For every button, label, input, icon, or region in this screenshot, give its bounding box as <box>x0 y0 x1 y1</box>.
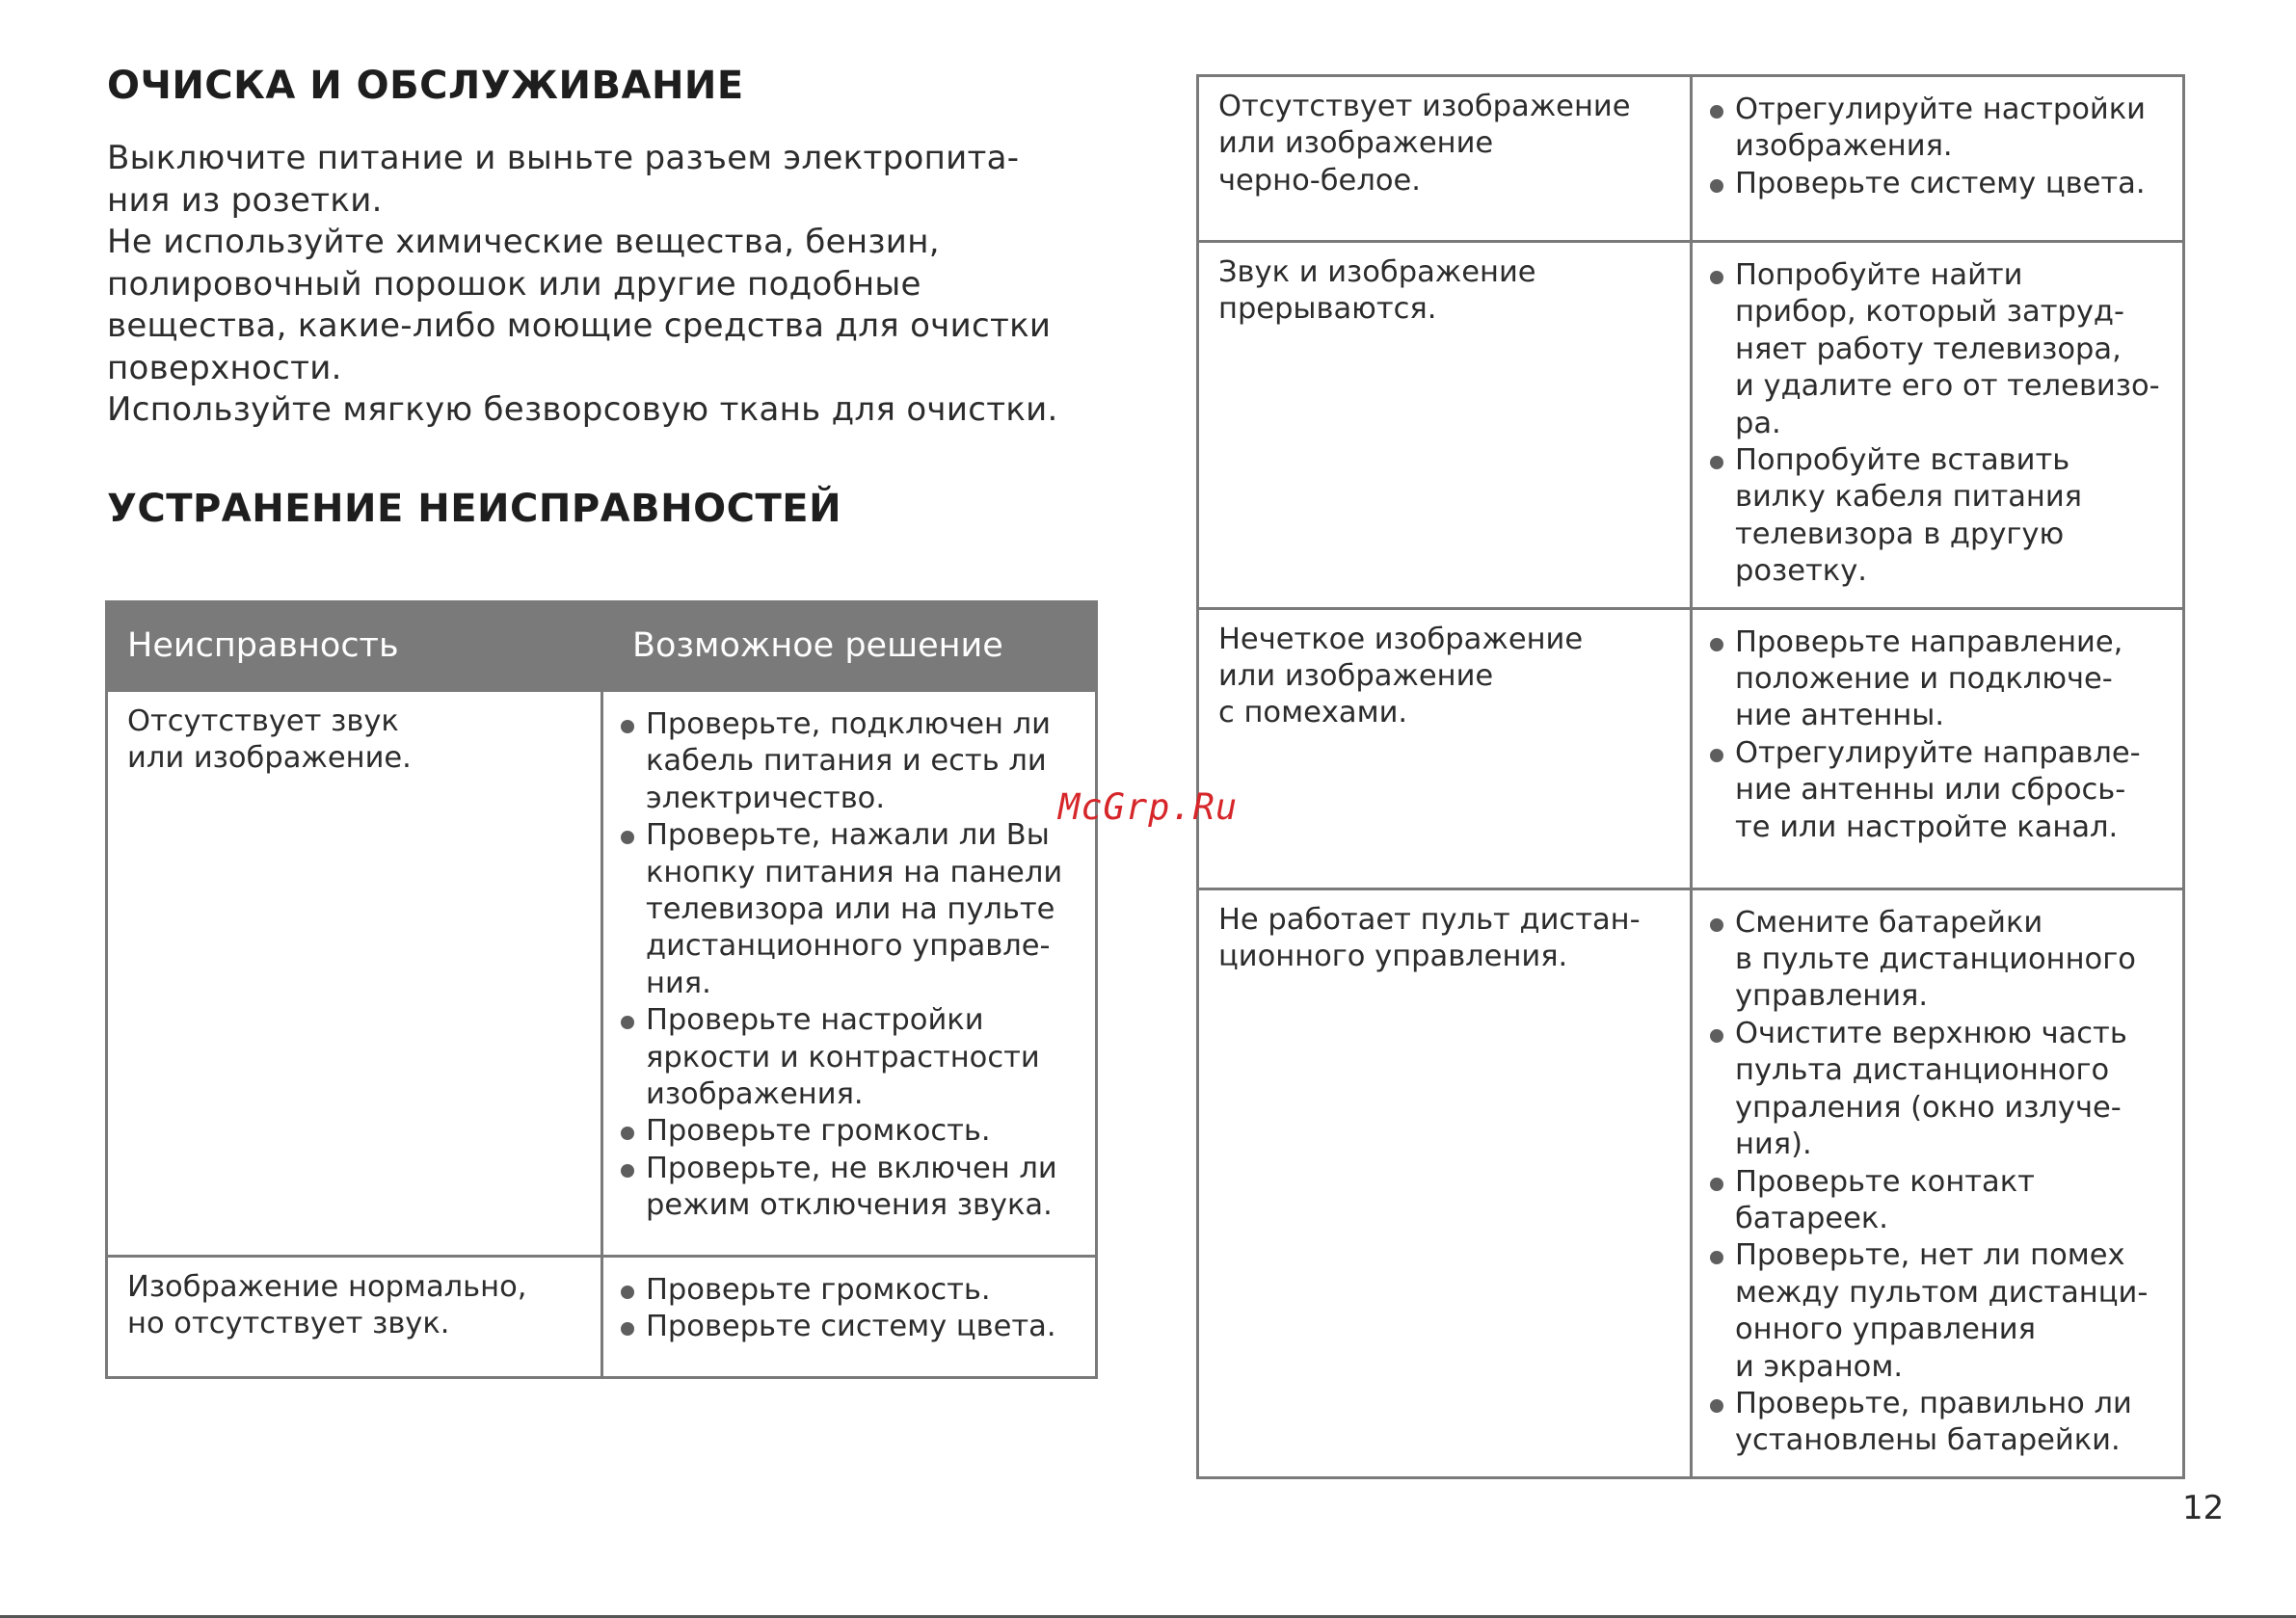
solution-text-line: Попробуйте вставить <box>1735 443 2070 478</box>
solution-cell <box>602 1257 1097 1378</box>
intro-line: Выключите питание и выньте разъем электропита- <box>107 139 1020 177</box>
solution-text-line: яркости и контрастности <box>646 1040 1040 1074</box>
solution-text-line: ние антенны. <box>1735 699 1945 733</box>
problem-cell <box>107 691 602 1257</box>
solution-cell <box>1692 889 2184 1477</box>
solution-text-line: кнопку питания на панели <box>646 855 1063 889</box>
solution-list <box>1694 611 2181 862</box>
solution-text-line: Смените батарейки <box>1735 905 2043 940</box>
solution-cell <box>602 691 1097 1257</box>
page-number: 12 <box>2182 1489 2225 1527</box>
solution-text-line: управления. <box>1735 979 1929 1014</box>
solution-item <box>1707 257 2172 442</box>
solution-item <box>1707 735 2172 846</box>
solution-text-line: батареек. <box>1735 1201 1888 1235</box>
problem-cell <box>1198 242 1692 609</box>
solution-item <box>618 1272 1084 1309</box>
problem-text-line: или изображение <box>1218 126 1494 161</box>
solution-text-line: Отрегулируйте настройки <box>1735 93 2147 126</box>
solution-item <box>618 1113 1084 1150</box>
problem-text-line: Нечеткое изображение <box>1218 622 1584 656</box>
solution-text-line: пульта дистанционного <box>1735 1053 2110 1088</box>
intro-line: Не используйте химические вещества, бензин, <box>107 223 940 261</box>
solution-text-line: телевизора или на пульте <box>646 892 1055 927</box>
solution-list <box>604 1259 1094 1362</box>
solution-cell <box>1692 608 2184 889</box>
intro-line: полировочный порошок или другие подобные <box>107 264 921 304</box>
solution-item <box>1707 166 2172 202</box>
solution-text-line: изображения. <box>1735 129 1953 164</box>
solution-text-line: вилку кабеля питания <box>1735 480 2083 515</box>
solution-text-line: розетку. <box>1735 554 1867 589</box>
solution-text-line: Отрегулируйте направле- <box>1735 735 2141 770</box>
problem-text-line: с помехами. <box>1218 696 1408 730</box>
solution-text-line: Проверьте систему цвета. <box>1735 166 2146 200</box>
solution-text-line: Проверьте, нет ли помех <box>1735 1238 2125 1273</box>
solution-list <box>1694 244 2181 606</box>
solution-text-line: Проверьте контакт <box>1735 1164 2035 1199</box>
solution-item <box>1707 92 2172 166</box>
cleaning-heading: ОЧИСКА И ОБСЛУЖИВАНИЕ <box>107 64 744 108</box>
solution-cell <box>1692 76 2184 242</box>
solution-text-line: между пультом дистанци- <box>1735 1275 2149 1310</box>
problem-text-line: или изображение <box>1218 659 1494 694</box>
solution-text-line: онного управления <box>1735 1313 2036 1347</box>
problem-cell <box>1198 889 1692 1477</box>
solution-text-line: дистанционного управле- <box>646 929 1051 964</box>
problem-text-line: но отсутствует звук. <box>127 1307 450 1341</box>
solution-text-line: Проверьте направление, <box>1735 624 2123 659</box>
solution-item <box>618 1309 1084 1345</box>
solution-list <box>1694 78 2181 218</box>
solution-text-line: и удалите его от телевизо- <box>1735 369 2160 404</box>
solution-item <box>1707 1237 2172 1386</box>
solution-cell <box>1692 242 2184 609</box>
intro-line: Используйте мягкую безворсовую ткань для очистки. <box>107 390 1058 429</box>
solution-text-line: установлены батарейки. <box>1735 1423 2121 1458</box>
solution-item <box>1707 1386 2172 1460</box>
table-row <box>1198 608 2184 889</box>
solution-text-line: Проверьте, не включен ли <box>646 1151 1057 1185</box>
solution-item <box>618 817 1084 1002</box>
watermark: McGrp.Ru <box>1058 786 1239 828</box>
solution-item <box>1707 624 2172 735</box>
solution-text-line: ния. <box>646 966 711 1000</box>
solution-item <box>1707 1164 2172 1238</box>
table-row <box>107 1257 1097 1378</box>
solution-item <box>1707 905 2172 1016</box>
troubleshooting-heading: УСТРАНЕНИЕ НЕИСПРАВНОСТЕЙ <box>107 487 842 531</box>
solution-text-line: ния). <box>1735 1127 1812 1162</box>
solution-text-line: телевизора в другую <box>1735 517 2065 551</box>
troubleshooting-table-continued <box>1196 74 2185 1479</box>
solution-text-line: Попробуйте найти <box>1735 258 2023 292</box>
solution-text-line: изображения. <box>646 1077 864 1112</box>
problem-text-line: Отсутствует звук <box>127 704 399 738</box>
solution-text-line: Проверьте, правильно ли <box>1735 1386 2132 1420</box>
solution-list <box>1694 891 2181 1475</box>
cleaning-instructions <box>107 138 1109 432</box>
header-solution: Возможное решение <box>602 602 1097 691</box>
problem-text-line: Изображение нормально, <box>127 1270 527 1304</box>
solution-item <box>1707 1016 2172 1164</box>
solution-text-line: кабель питания и есть ли <box>646 744 1047 779</box>
solution-text-line: положение и подключе- <box>1735 662 2113 697</box>
solution-text-line: упраления (окно излуче- <box>1735 1090 2122 1125</box>
solution-text-line: ние антенны или сбрось- <box>1735 773 2126 808</box>
intro-line: вещества, какие-либо моющие средства для очистки <box>107 306 1052 345</box>
problem-text-line: ционного управления. <box>1218 940 1568 974</box>
solution-text-line: в пульте дистанционного <box>1735 942 2136 977</box>
intro-line: ния из розетки. <box>107 180 383 220</box>
solution-text-line: режим отключения звука. <box>646 1188 1053 1223</box>
table-row <box>107 691 1097 1257</box>
solution-list <box>604 693 1094 1240</box>
problem-cell <box>107 1257 602 1378</box>
solution-text-line: те или настройте канал. <box>1735 809 2119 844</box>
header-problem: Неисправность <box>107 602 602 691</box>
solution-item <box>618 1151 1084 1225</box>
solution-text-line: Проверьте, подключен ли <box>646 707 1051 741</box>
solution-item <box>618 706 1084 817</box>
table-row <box>1198 242 2184 609</box>
solution-item <box>618 1002 1084 1113</box>
problem-text-line: прерываются. <box>1218 292 1437 327</box>
problem-text-line: Не работает пульт дистан- <box>1218 902 1641 937</box>
solution-text-line: электричество. <box>646 781 886 815</box>
troubleshooting-table <box>105 600 1098 1379</box>
solution-item <box>1707 442 2172 591</box>
solution-text-line: Очистите верхнюю часть <box>1735 1016 2127 1050</box>
solution-text-line: няет работу телевизора, <box>1735 332 2122 366</box>
solution-text-line: Проверьте настройки <box>646 1003 984 1038</box>
solution-text-line: и экраном. <box>1735 1349 1904 1384</box>
problem-text-line: Отсутствует изображение <box>1218 90 1631 123</box>
solution-text-line: прибор, который затруд- <box>1735 295 2124 330</box>
table-header-row <box>107 602 1097 691</box>
problem-text-line: или изображение. <box>127 741 412 776</box>
problem-text-line: Звук и изображение <box>1218 255 1536 289</box>
problem-cell <box>1198 608 1692 889</box>
solution-text-line: Проверьте громкость. <box>646 1273 991 1307</box>
intro-line: поверхности. <box>107 348 342 387</box>
problem-cell <box>1198 76 1692 242</box>
table-row <box>1198 76 2184 242</box>
problem-text-line: черно-белое. <box>1218 163 1421 198</box>
solution-text-line: Проверьте, нажали ли Вы <box>646 818 1050 853</box>
solution-text-line: Проверьте систему цвета. <box>646 1310 1056 1344</box>
solution-text-line: Проверьте громкость. <box>646 1114 991 1149</box>
table-row <box>1198 889 2184 1477</box>
solution-text-line: ра. <box>1735 406 1781 440</box>
